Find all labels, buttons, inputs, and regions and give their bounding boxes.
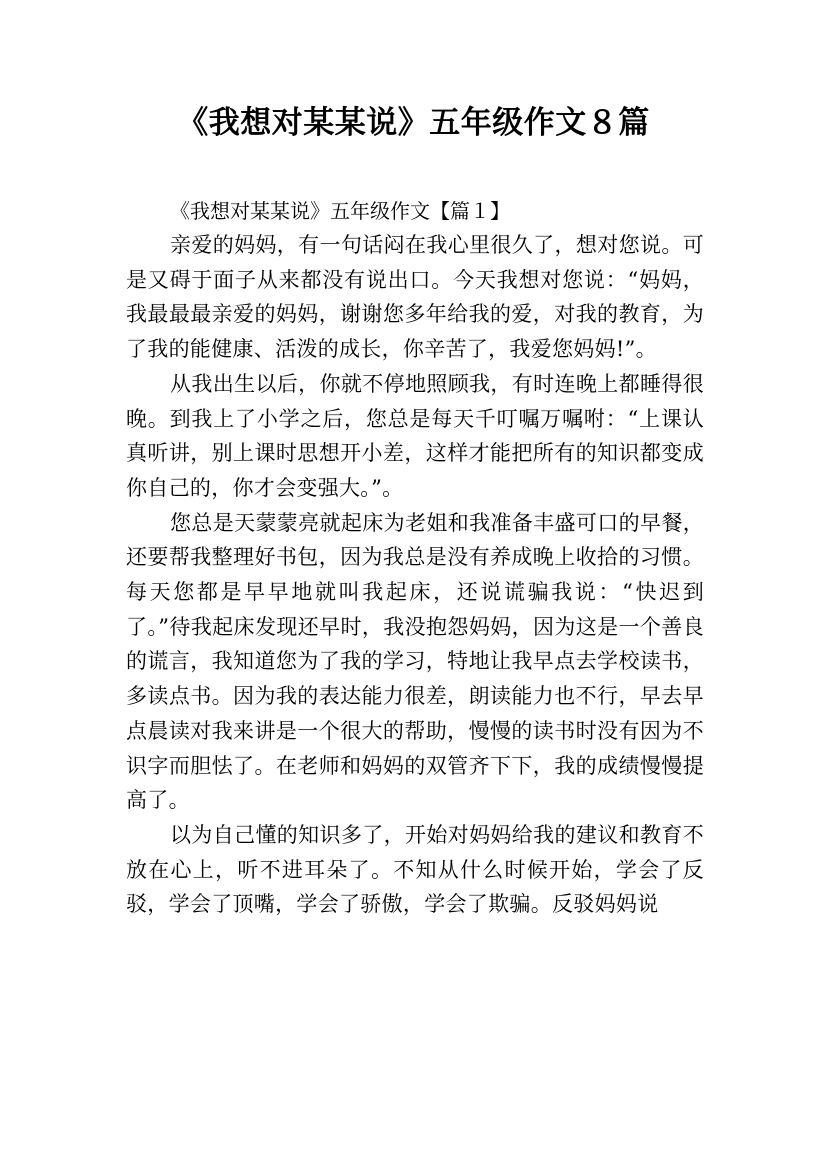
paragraph-2: 从我出生以后，你就不停地照顾我，有时连晚上都睡得很晚。到我上了小学之后，您总是每天千叮嘱万嘱咐：“上课认真听讲，别上课时思想开小差，这样才能把所有的知识都变成你自己的，你才会变强大。”。 — [126, 371, 704, 500]
document-body — [126, 194, 704, 922]
paragraph-3: 您总是天蒙蒙亮就起床为老姐和我准备丰盛可口的早餐，还要帮我整理好书包，因为我总是没有养成晚上收拾的习惯。每天您都是早早地就叫我起床，还说谎骗我说：“快迟到了。”待我起床发现还早时，我没抱怨妈妈，因为这是一个善良的谎言，我知道您为了我的学习，特地让我早点去学校读书，多读点书。因为我的表达能力很差，朗读能力也不行，早去早点晨读对我来讲是一个很大的帮助，慢慢的读书时没有因为不识字而胆怯了。在老师和妈妈的双管齐下下，我的成绩慢慢提高了。 — [126, 510, 704, 813]
paragraph-1: 亲爱的妈妈，有一句话闷在我心里很久了，想对您说。可是又碍于面子从来都没有说出口。今天我想对您说：“妈妈，我最最最亲爱的妈妈，谢谢您多年给我的爱，对我的教育，为了我的能健康、活泼的成长，你辛苦了，我爱您妈妈!”。 — [126, 233, 704, 362]
paragraph-4: 以为自己懂的知识多了，开始对妈妈给我的建议和教育不放在心上，听不进耳朵了。不知从什么时候开始，学会了反驳，学会了顶嘴，学会了骄傲，学会了欺骗。反驳妈妈说 — [126, 822, 704, 917]
document-title: 《我想对某某说》五年级作文８篇 — [177, 105, 650, 141]
section-heading: 《我想对某某说》五年级作文【篇１】 — [170, 199, 510, 223]
